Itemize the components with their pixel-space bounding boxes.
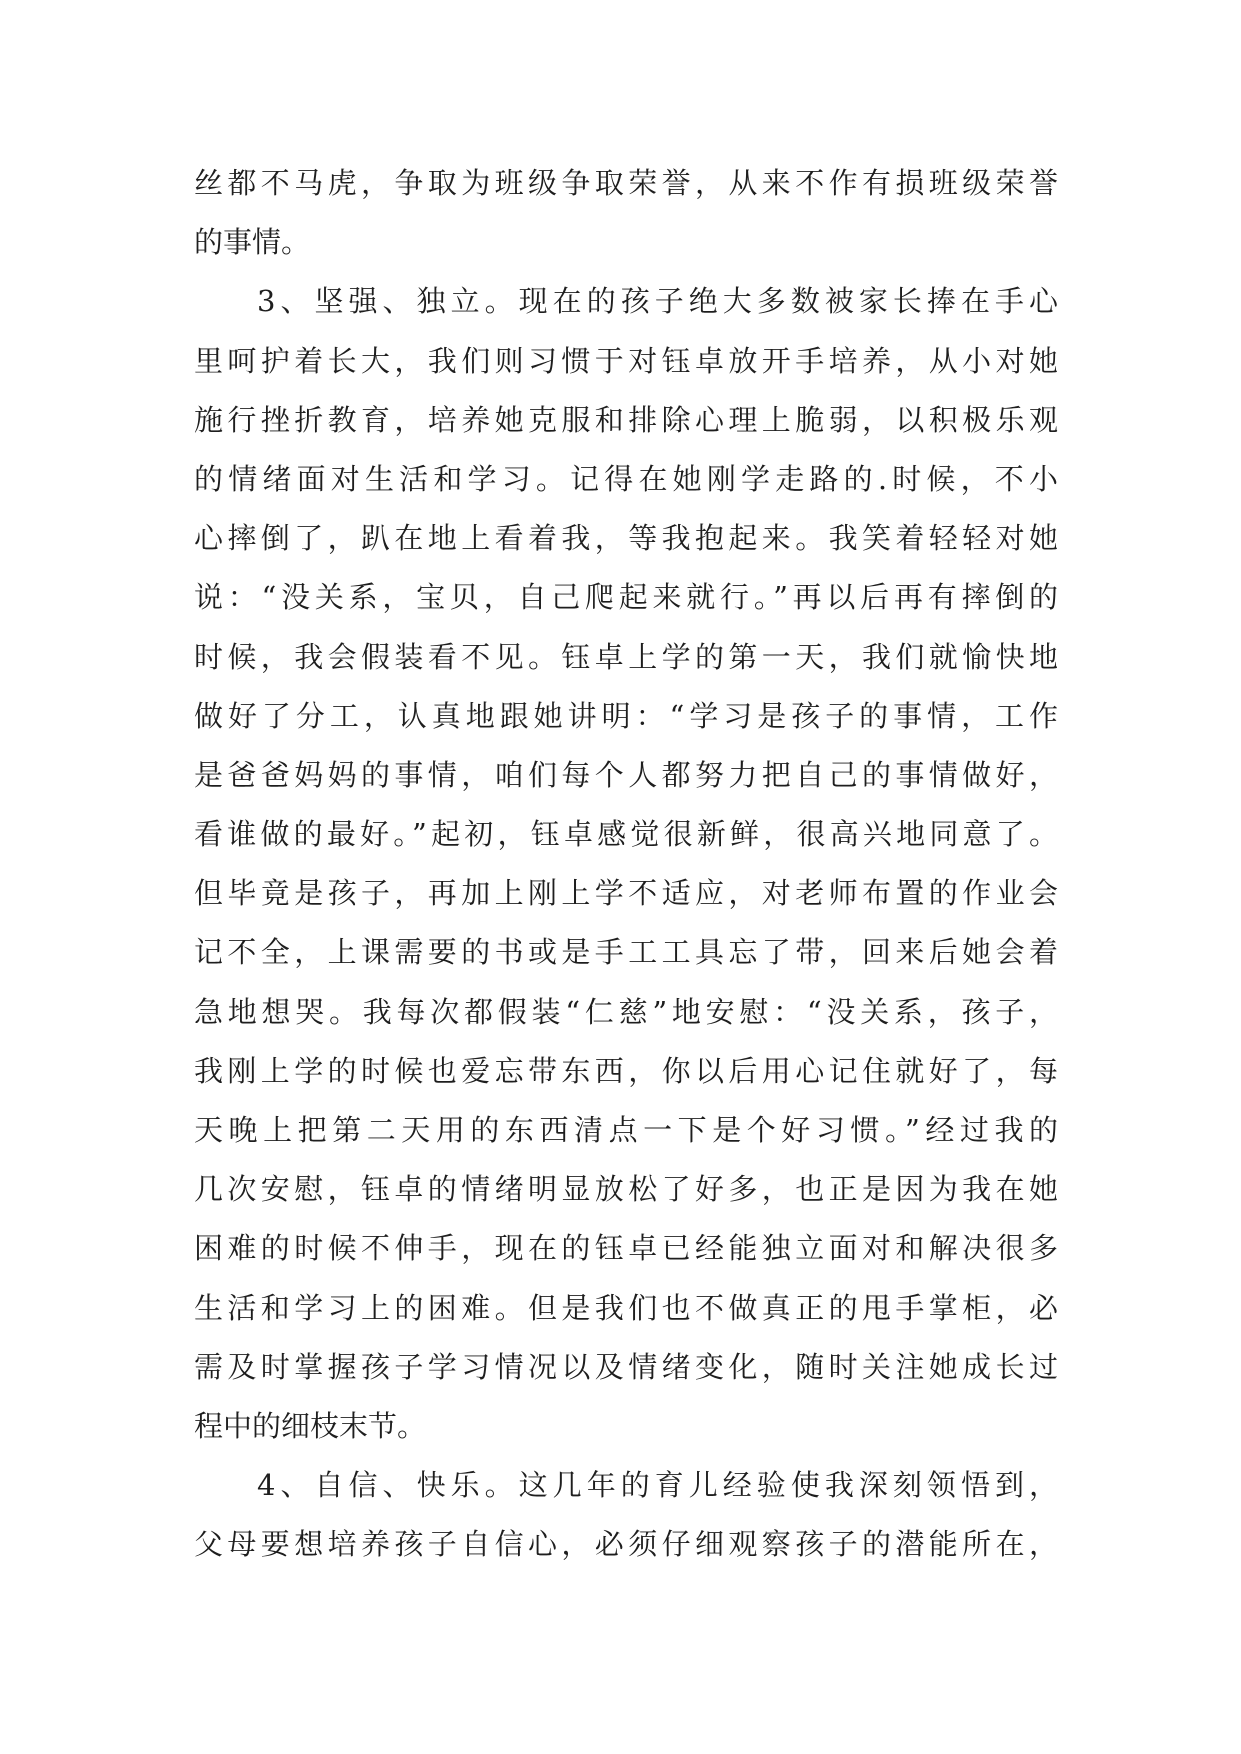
text-line: 困难的时候不伸手，现在的钰卓已经能独立面对和解决很多 [194, 1231, 1058, 1266]
text-line: 4、自信、快乐。这几年的育儿经验使我深刻领悟到， [257, 1468, 1058, 1503]
paragraph-continued [194, 154, 1058, 272]
text-line: 的事情。 [194, 225, 311, 260]
text-line: 需及时掌握孩子学习情况以及情绪变化，随时关注她成长过 [194, 1349, 1058, 1384]
paragraph-confidence [194, 1456, 1058, 1574]
text-line: 父母要想培养孩子自信心，必须仔细观察孩子的潜能所在， [194, 1527, 1058, 1562]
text-line: 时候，我会假装看不见。钰卓上学的第一天，我们就愉快地 [194, 639, 1058, 674]
text-line: 几次安慰，钰卓的情绪明显放松了好多，也正是因为我在她 [194, 1172, 1058, 1207]
text-line: 丝都不马虎，争取为班级争取荣誉，从来不作有损班级荣誉 [194, 166, 1058, 200]
paragraph-independence [194, 272, 1058, 1456]
text-line: 天晚上把第二天用的东西清点一下是个好习惯。”经过我的 [194, 1113, 1058, 1147]
text-line: 生活和学习上的困难。但是我们也不做真正的甩手掌柜，必 [194, 1290, 1058, 1325]
text-line: 但毕竟是孩子，再加上刚上学不适应，对老师布置的作业会 [194, 876, 1058, 911]
text-line: 看谁做的最好。”起初，钰卓感觉很新鲜，很高兴地同意了。 [194, 817, 1058, 852]
text-line: 程中的细枝末节。 [194, 1408, 427, 1443]
text-line: 急地想哭。我每次都假装“仁慈”地安慰：“没关系，孩子， [194, 994, 1058, 1029]
text-line: 说：“没关系，宝贝，自己爬起来就行。”再以后再有摔倒的 [194, 580, 1058, 615]
text-line: 心摔倒了，趴在地上看着我，等我抱起来。我笑着轻轻对她 [194, 521, 1058, 556]
text-line: 3、坚强、独立。现在的孩子绝大多数被家长捧在手心 [257, 284, 1058, 319]
text-line: 我刚上学的时候也爱忘带东西，你以后用心记住就好了，每 [194, 1053, 1058, 1088]
text-line: 做好了分工，认真地跟她讲明：“学习是孩子的事情，工作 [194, 698, 1058, 733]
text-line: 里呵护着长大，我们则习惯于对钰卓放开手培养，从小对她 [194, 343, 1058, 378]
text-line: 施行挫折教育，培养她克服和排除心理上脆弱，以积极乐观 [194, 402, 1058, 437]
document-body [194, 154, 1058, 1575]
text-line: 是爸爸妈妈的事情，咱们每个人都努力把自己的事情做好， [194, 757, 1058, 792]
text-line: 的情绪面对生活和学习。记得在她刚学走路的.时候，不小 [194, 461, 1058, 496]
text-line: 记不全，上课需要的书或是手工工具忘了带，回来后她会着 [194, 935, 1058, 970]
